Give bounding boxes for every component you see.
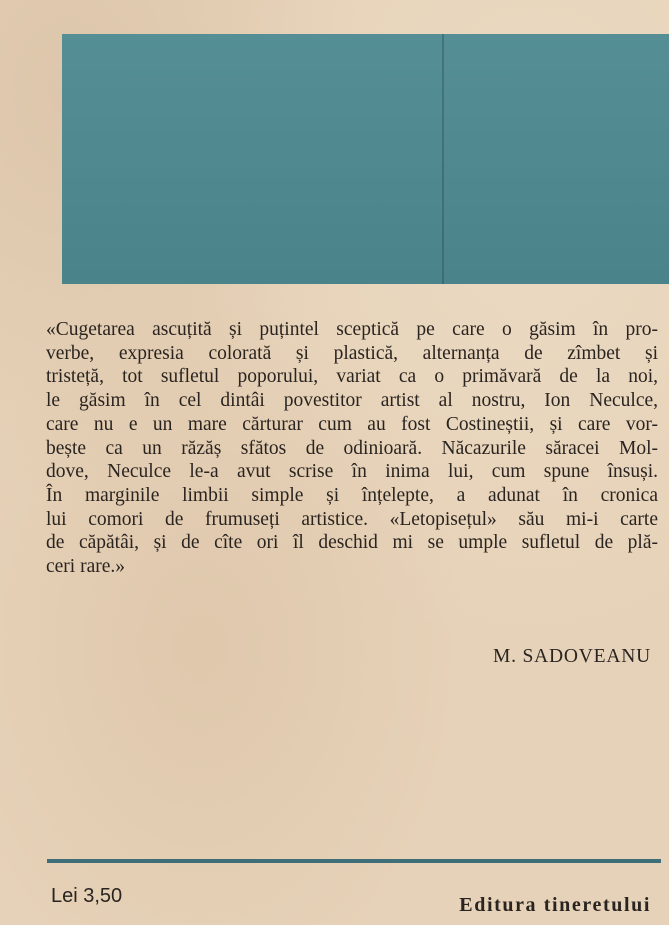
quote-line: lui comori de frumuseți artistice. «Letopisețul» său mi-i carte <box>46 508 658 530</box>
quote-line: care nu e un mare cărturar cum au fost Costineștii, și care vor- <box>46 413 658 435</box>
quote-line: În marginile limbii simple și înțelepte, a adunat în cronica <box>46 484 658 506</box>
publisher-name: Editura tineretului <box>459 894 651 916</box>
author-name: M. SADOVEANU <box>492 646 651 667</box>
quote-line: tristeță, tot sufletul poporului, variat ca o primăvară de la noi, <box>46 366 658 388</box>
divider-rule <box>47 859 661 863</box>
quote-line: dove, Neculce le-a avut scrise în inima lui, cum spune însuși. <box>46 461 658 483</box>
quote-line: «Cugetarea ascuțită și puțintel sceptică pe care o găsim în pro- <box>46 319 658 340</box>
quote-line: verbe, expresia colorată și plastică, alternanța de zîmbet și <box>46 342 658 364</box>
panel-crease <box>442 34 444 284</box>
cover-color-panel <box>62 34 669 284</box>
quote-line: bește ca un răzăș sfătos de odinioară. Năcazurile săracei Mol- <box>46 437 658 459</box>
quote-line: ceri rare.» <box>46 556 126 578</box>
quote-line: le găsim în cel dintâi povestitor artist al nostru, Ion Neculce, <box>46 390 658 412</box>
price-label: Lei 3,50 <box>51 885 123 907</box>
quote-line: de căpătâi, și de cîte ori îl deschid mi se umple sufletul de plă- <box>46 532 658 554</box>
quote-block <box>46 318 658 579</box>
